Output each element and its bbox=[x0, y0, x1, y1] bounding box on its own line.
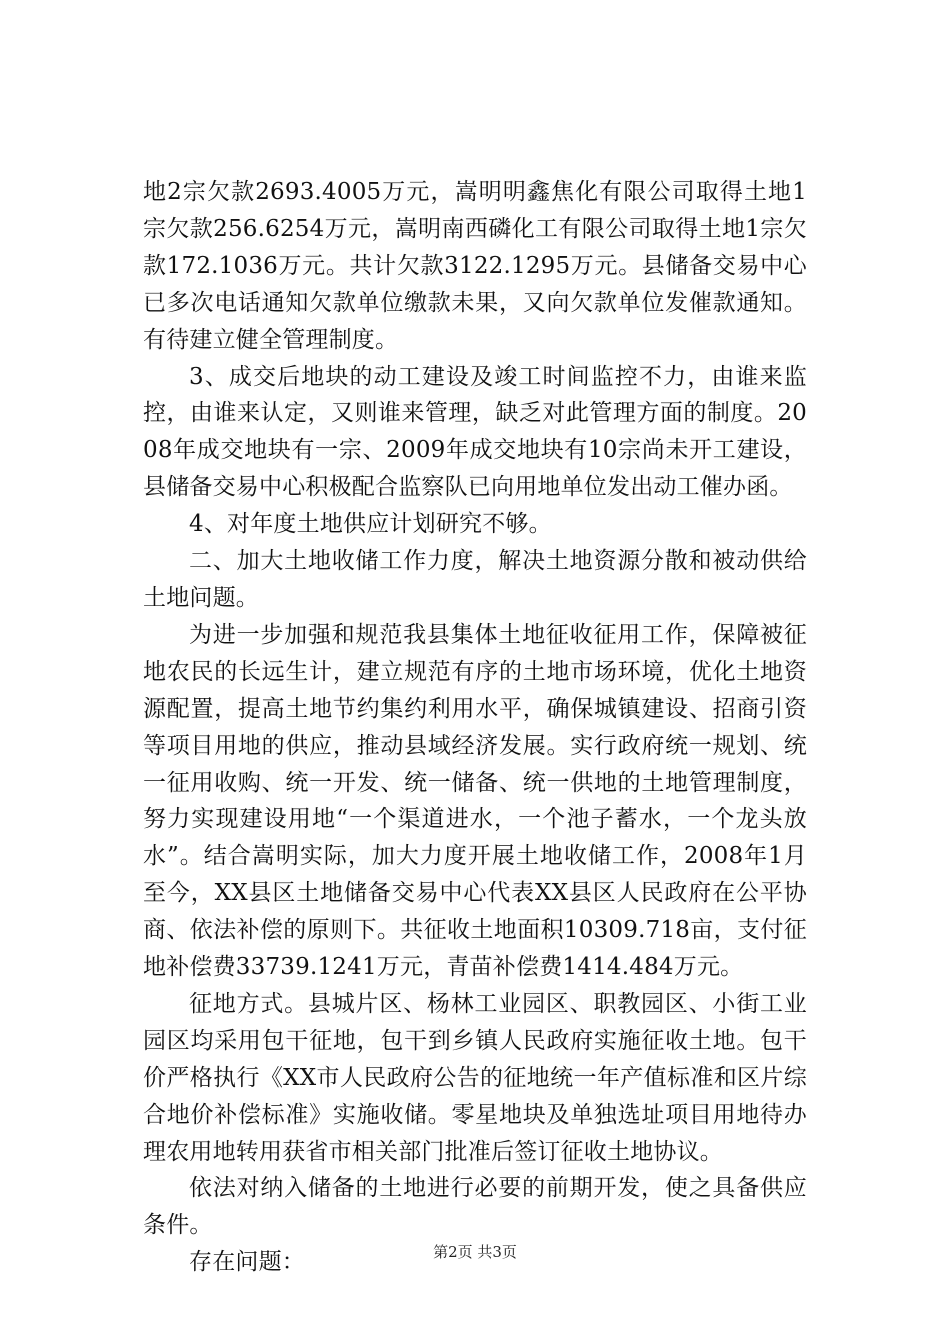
paragraph-preliminary-development: 依法对纳入储备的土地进行必要的前期开发，使之具备供应条件。 bbox=[143, 1175, 807, 1239]
paragraph-existing-problems: 存在问题： bbox=[189, 1249, 305, 1276]
page-footer: 第2页 共3页 bbox=[433, 1243, 517, 1261]
document-body bbox=[143, 174, 807, 1281]
paragraph-construction-monitoring: 3、成交后地块的动工建设及竣工时间监控不力，由谁来监控，由谁来认定，又则谁来管理，缺乏对此管理方面的制度。2008年成交地块有一宗、2009年成交地块有10宗尚未开工建设，县储备交易中心积极配合监察队已向用地单位发出动工催办函。 bbox=[143, 363, 807, 501]
paragraph-section-two-heading: 二、加大土地收储工作力度，解决土地资源分散和被动供给土地问题。 bbox=[143, 548, 807, 611]
paragraph-land-arrears: 地2宗欠款2693.4005万元，嵩明明鑫焦化有限公司取得土地1宗欠款256.6254万元，嵩明南西磷化工有限公司取得土地1宗欠款172.1036万元。共计欠款3122.1295万元。县储备交易中心已多次电话通知欠款单位缴款未果，又向欠款单位发催款通知。有待建立健全管理制度。 bbox=[143, 179, 807, 353]
paragraph-annual-plan: 4、对年度土地供应计划研究不够。 bbox=[189, 511, 552, 538]
paragraph-land-acquisition: 为进一步加强和规范我县集体土地征收征用工作，保障被征地农民的长远生计，建立规范有序的土地市场环境，优化土地资源配置，提高土地节约集约利用水平，确保城镇建设、招商引资等项目用地的供应，推动县域经济发展。实行政府统一规划、统一征用收购、统一开发、统一储备、统一供地的土地管理制度，努力实现建设用地“一个渠道进水，一个池子蓄水，一个龙头放水”。结合嵩明实际，加大力度开展土地收储工作，2008年1月至今，XX县区土地储备交易中心代表XX县区人民政府在公平协商、依法补偿的原则下。共征收土地面积10309.718亩，支付征地补偿费33739.1241万元，青苗补偿费1414.484万元。 bbox=[143, 621, 807, 981]
paragraph-acquisition-method: 征地方式。县城片区、杨林工业园区、职教园区、小街工业园区均采用包干征地，包干到乡镇人民政府实施征收土地。包干价严格执行《XX市人民政府公告的征地统一年产值标准和区片综合地价补偿标准》实施收储。零星地块及单独选址项目用地待办理农用地转用获省市相关部门批准后签订征收土地协议。 bbox=[143, 990, 807, 1165]
